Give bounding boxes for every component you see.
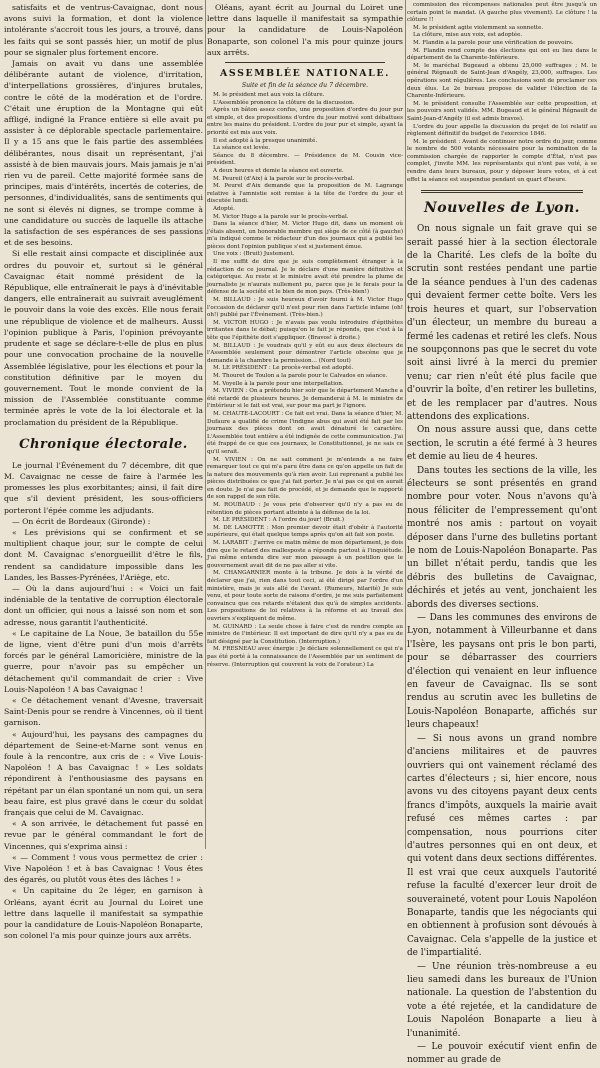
column-rule (405, 0, 406, 849)
article-paragraph: Oléans, ayant écrit au Journal du Loiret une lettre dans laquelle il manifestait sa sympathie pour la candidature de Louis-Napoléon Bonaparte, son colonel l'a mis pour quinze jours aux arrêts. (207, 3, 403, 57)
article-paragraph: M. ROUBAUD : Je vous prie d'observer qu'il n'y a pas eu de rétention de pièces portant atteinte à la défense de la loi. (207, 502, 403, 516)
session-report-continued (407, 2, 597, 184)
article-paragraph: commission des récompenses nationales peut être jusqu'à un certain point le mandat. (A gauche plus vivement). Le clôture ! la clôture !! (407, 2, 597, 24)
article-paragraph: M. LE PRÉSIDENT : A l'ordre du jour! (Bruit.) (213, 517, 345, 524)
section-heading-chronique: Chronique électorale. (19, 436, 188, 452)
article-paragraph: M. Thouret de Toulon a la parole pour le Calvados en séance. (213, 372, 388, 379)
article-paragraph: M. le président consulte l'Assemblée sur cette proposition, et les pouvoirs sont validés. MM. Bugeaud et le général Régnault de Saint-Jean-d'Angély (il est admis bravos). (407, 100, 597, 122)
article-paragraph: — Une réunion très-nombreuse a eu lieu samedi dans les bureaux de l'Union nationale. La question de l'abstention du vote a été rejetée, et la candidature de Louis Napoléon Bonaparte a lieu à l'unanimité. (407, 961, 597, 1039)
article-paragraph: « — Comment ! vous vous permettez de crier : Vive Napoléon ! et à bas Cavaignac ! Vous êtes des égarés, ou plutôt vous êtes des lâches ! » (4, 852, 203, 885)
article-paragraph: A deux heures et demie la séance est ouverte. (213, 167, 344, 174)
article-paragraph: M. VICTOR HUGO : Je n'avais pas voulu introduire d'épithètes irritantes dans le débat; puisqu'on le fait je réponds, que c'est à la tête que l'épithète doit s'appliquer. (Bravos! à droite.) (207, 319, 403, 342)
article-paragraph: « Ce détachement venant d'Avesne, traversait Saint-Denis pour se rendre à Vincennes, où il tient garnison. (4, 695, 203, 728)
article-paragraph: Séance du 8 décembre. — Présidence de M. Cousin vice-président. (207, 152, 403, 167)
article-paragraph: L'ordre du jour appelle la discussion du projet de loi relatif au règlement définitif du budget de l'exercice 1846. (407, 123, 597, 138)
article-paragraph: M. Flandin a la parole pour une vérification de pouvoirs. (413, 39, 574, 46)
article-paragraph: M. Peurel d'Aix demande que la proposition de M. Lagrange relative à l'amnistie soit remise à la tête de l'ordre du jour et discutée lundi. (207, 183, 403, 205)
article-paragraph: Si elle restait ainsi compacte et disciplinée aux ordres du pouvoir et, surtout si le général Cavaignac était nommé président de la République, elle entraînerait le pays à d'inévitable dangers, elle entraînerait au suivrait aveuglément le pouvoir dans la voie des excès. Elle nous ferait une république de violence et de malheurs. Aussi l'opinion publique à Paris, l'opinion prévoyante prudente et sage se déclare-t-elle de plus en plus pour une convocation prochaine de la nouvelle Assemblée législative, pour les élections et pour la constitution définitive par le moyen du gouvernement. Tout le monde convient de la mission de l'Assemblée constituante comme terminée après le vote de la loi électorale et la proclamation du président de la République. (4, 249, 203, 427)
article-paragraph: M. VIVIEN : On a prétendu hier soir que le département Manche a été retardé de plusieurs heures. Je demanderai à M. le ministre de l'intérieur si le fait est vrai, sur pour ma part je l'ignore. (207, 388, 403, 410)
article-paragraph: La clôture, mise aux voix, est adoptée. (413, 32, 523, 39)
article-paragraph: M. Victor Hugo a la parole sur le procès-verbal. (213, 213, 349, 220)
article-paragraph: M. LARABIT : J'arrive ce matin même de mon département, je dois dire que le retard des mallesposte a répondu partout à l'inquiétude. J'ai même entendu dire sur mon passage à un postillon que le gouvernement avait dit de ne pas aller si vite. (207, 540, 403, 569)
article-paragraph: « Les prévisions qui se confirment et se multiplient chaque jour, sur le compte de celui dont M. Cavaignac s'enorgueillit d'être le fils, rendent sa candidature impossible dans les Landes, les Basses-Pyrénées, l'Ariège, etc. (4, 527, 203, 582)
article-paragraph: Le journal l'Événement du 7 décembre, dit que M. Cavaignac ne cesse de faire à l'armée les promesses les plus exorbitantes; ainsi, il fait dire que s'il devient président, les sous-officiers porteront l'épée comme les adjudants. (4, 460, 203, 515)
section-heading-lyon: Nouvelles de Lyon. (423, 200, 581, 217)
article-paragraph: M. FRESNEAU avec énergie : Je déclare solennellement ce qui n'a pas été porté à la connaissance de l'Assemblée par un sentiment de réserve. (Interruption qui couvrent la voix de l'orateur.) La (207, 646, 403, 668)
article-paragraph: — Dans les communes des environs de Lyon, notamment à Villeurbanne et dans l'Isère, les paysans ont pris le bon parti, pour se débarrasser des courriers d'élection qui venaient en leur influence en faveur de Cavaignac. Ils se sont rendus au scrutin avec les bulletins de Louis-Napoléon Bonaparte, affichés sur leurs chapeaux! (407, 613, 597, 731)
article-paragraph: On nous signale un fait grave qui se serait passé hier à la section électorale de la Charité. Les clefs de la boîte du scrutin sont restées pendant une partie de la séance pendues à l'un des cadenas qui devaient fermer cette boîte. Vers les trois heures et quart, sur l'observation d'un électeur, un membre du bureau a fermé les cadenas et retiré les clefs. Nous ne soupçonnons pas que le secret du vote soit ainsi livré à la merci du premier venu; car rien n'eût été plus facile que d'ouvrir la boîte, d'en retirer les bulletins, et de les remplacer par d'autres. Nous attendons des explications. (407, 224, 597, 422)
article-paragraph: M. le président agite violemment sa sonnette. (413, 24, 544, 31)
column-right (407, 2, 597, 1066)
article-paragraph: Il me suffit de dire que je suis complètement étranger à la rédaction de ce journal. Je le déclare d'une manière définitive et catégorique. Au reste si le ministre avait été prendre la plume de journaliste je n'aurais nullement pu, parce que je le ferais pour la défense de la société et le bien de mon pays. (Très-bien!) (207, 259, 403, 296)
session-report (207, 92, 403, 669)
divider (225, 62, 385, 63)
article-paragraph: M. Peureil (d'Aix) à la parole sur le procès-verbal. (213, 175, 355, 182)
article-paragraph: M. Flandin rend compte des élections qui ont eu lieu dans le département de la Charente-Inférieure. (407, 47, 597, 62)
article-paragraph: La séance est levée. (213, 145, 271, 152)
article-paragraph: — Le pouvoir exécutif vient enfin de nommer au grade de (407, 1042, 597, 1066)
article-paragraph: M. CHAUTE-LACOURT : Ce fait est vrai. Dans la séance d'hier, M. Dufaure a qualifié de crime l'indigne abus qui avait été fait par les journaux des pièces dont on avait dénaturé le caractère. L'Assemblée tout entière a été indignée de cette communication. J'ai été frappé de ce que ces journaux, le Constitutionnel, je ne sais ce qu'il serait. (207, 410, 403, 455)
divider (421, 190, 583, 193)
column-middle (207, 2, 403, 847)
section-heading-assemblee: ASSEMBLÉE NATIONALE. (220, 68, 390, 80)
session-subheading: Suite et fin de la séance du 7 décembre. (241, 82, 369, 90)
article-paragraph: — Où la dans aujourd'hui : « Voici un fait indéniable de la tentative de corruption électorale dont un officier, qui nous a laissé son nom et son adresse, nous garantit l'authenticité. (4, 583, 203, 627)
article-paragraph: Dans toutes les sections de la ville, les électeurs se sont présentés en grand nombre pour voter. Nous n'avons qu'à nous féliciter de l'empressement qu'ont montré nos amis : partout on voyait déposer dans l'urne des bulletins portant le nom de Louis-Napoléon Bonaparte. Pas un billet n'était perdu, tandis que les débris des bulletins de Cavaignac, déchirés et jetés au vent, jonchaient les abords des diverses sections. (407, 465, 597, 610)
article-paragraph: Jamais on avait vu dans une assemblée délibérante autant de violence, d'irritation, d'interpellations grossières, d'injures brutales, contre le côté de la modération et de l'ordre. C'était une éruption de la Montagne qui eût affligé, indigné la France entière si elle avait pu assister à ce déplorable spectacle parlementaire. Il y a 15 ans que le fais partie des assemblées délibérantes, nous disait un représentant, j'ai assisté à de bien mauvais jours. Mais jamais je n'ai rien vu de pareil. Cette majorité formée sans de principes, mais d'intérêts, incertés de coteries, de personnes, d'individualités, sans de sentiments qui ne sont si élevés ni dignes, se trompe comme à une candidature ou succès de laquelle ils attache la satisfaction de ses espérances de ses passions et de ses besoins. (4, 59, 203, 248)
article-paragraph: M. LE PRÉSIDENT : Le procès-verbal est adopté. (213, 365, 354, 372)
article-paragraph: « A son arrivée, le détachement fut passé en revue par le général commandant le fort de Vincennes, qui s'exprima ainsi : (4, 819, 203, 851)
article-paragraph: M. le maréchal Bugeaud a obtenu 25,000 suffrages ; M. le général Régnault de Saint-Jean d'Angély, 23,000, suffrages. Les opérations sont régulières. Les conclusions sont de proclamer ces deux élus. Le 2e bureau propose de valider l'élection de la Charente-Inférieure. (407, 62, 597, 100)
article-paragraph: M. Voyelle à la parole pour une interpellation. (213, 380, 344, 387)
lyon-news (407, 223, 597, 1068)
article-paragraph: M. VIVIEN : On ne sait comment je m'entends a ne faire remarquer tout ce qui m'a paru être dans ce qu'on appelle un fait de la nature des mouvements qu'à rien avoir. Lui reprenant a publié les pièces distribuées ce que j'ai fait porter. Je n'ai pas ce qui en aurait en doute. Je n'ai pas fait de procédé, et je demande que le rapporté de son rappel de son rôle. (207, 456, 403, 501)
column-left (4, 2, 203, 941)
article-paragraph: M. le président : Avant de continuer notre ordre du jour, comme le nombre de 500 votants nécessaire pour la nomination de la commission chargée de rapporter le compte d'État, n'est pas complet, j'invite MM. les représentants qui n'ont pas voté, à se rendre dans leurs bureaux, pour y déposer leurs votes, et à cet effet la séance est suspendue pendant un quart d'heure. (407, 138, 597, 183)
article-paragraph: « Le capitaine de La Noue, 3e bataillon du 55e de ligne, vient d'être puni d'un mois d'arrêts forcés par le général Lamoricière, ministre de la guerre, pour n'avoir pas su empêcher un détachement qu'il commandait de crier : Vive Louis-Napoléon ! A bas Cavaignac ! (4, 628, 203, 694)
article-paragraph: On nous assure aussi que, dans cette section, le scrutin a été fermé à 3 heures et demie au lieu de 4 heures. (407, 425, 597, 463)
column-rule (205, 0, 206, 849)
article-paragraph: L'Assemblée prononce la clôture de la discussion. (213, 99, 355, 106)
article-paragraph: Adopté. (213, 205, 235, 212)
article-paragraph: M. le président met aux voix la clôture. (213, 92, 325, 99)
article-paragraph: — Si nous avons un grand nombre d'anciens militaires et de pauvres ouvriers qui ont vainement réclamé des cartes d'électeurs ; si, hier encore, nous avons vu des citoyens payant deux cents francs d'impôts, auxquels la mairie avait refusé ces mêmes cartes : par compensation, nous pourrions citer d'autres personnes qui en ont deux, et qui votent dans deux sections différentes. Il est vrai que ceux auxquels l'autorité refuse la faculté d'exercer leur droit de souveraineté, votent pour Louis Napoléon Bonaparte, tandis que les négociants qui en obtiennent à profusion sont dévoués à Cavaignac. Cela s'appelle de la justice et de l'impartialité. (407, 733, 597, 959)
article-paragraph: « Un capitaine du 2e léger, en garnison à Orléans, ayant écrit au Journal du Loiret une lettre dans laquelle il manifestait sa sympathie pour la candidature de Louis-Napoléon Bonaparte, son colonel l'a mis pour quinze jours aux arrêts. (4, 886, 203, 941)
article-paragraph: M. CHANGARNIER monte à la tribune. Je dois à la vérité de déclarer que j'ai, rien dans tout ceci, ai été dirigé par l'ordre d'un ministère, mais je suis allé de l'avant. (Rumeurs, hilarité) Je suis venu, et pour toute sorte de raisons d'ordre, je me suis parfaitement convaincu que ces retards n'étaient dus qu'à de simples accidents. Les propositions de loi relatives à la réforme et au travail des ouvriers s'expliquent de même. (207, 570, 403, 622)
article-paragraph: — On écrit de Bordeaux (Gironde) : (12, 516, 151, 526)
article-paragraph: « Aujourd'hui, les paysans des campagnes du département de Seine-et-Marne sont venus en foule à la rencontre, aux cris de : « Vive Louis-Napoléon ! A bas Cavaignac ! » Les soldats répondirent à l'enthousiasme des paysans en répétant par un élan spontané un nom qui, un sera beau faire, est plus gravé dans le cœur du soldat français que celui de M. Cavaignac. (4, 729, 203, 818)
article-paragraph: M. BILLAUD : Je voudrais qu'il y eût eu aux deux électeurs de l'Assemblée seulement pour démontrer l'article obscène que je demande à la chambre la permission... (Nord tout) (207, 342, 403, 364)
article-paragraph: Il est adopté à la presque unanimité. (213, 137, 318, 144)
article-paragraph: satisfaits et de ventrus-Cavaignac, dont nous avons suivi la formation, et dont la violence intolérante s'accroit tous les jours, a trouvé, dans les faits qui se sont passés hier, un motif de plus pour se signaler plus fortement encore. (4, 3, 203, 57)
article-paragraph: Une voix : (Bruit) Justement. (213, 251, 295, 258)
article-paragraph: M. GUINARD : La seule chose à faire c'est de rendre compte au ministre de l'intérieur. Il est important de dire qu'il n'y a pas eu de fait désigné par la Constitution. (Interruption.) (207, 623, 403, 645)
article-paragraph: Dans la séance d'hier, M. Victor Hugo dit, dans un moment où j'étais absent, un honorable membre qui siège de ce côté (à gauche) m'a indiqué comme le rédacteur d'un des journaux qui a publié les pièces dont l'opinion publique s'est si justement émue. (207, 221, 403, 250)
article-paragraph: Après un bâton assez confus, une proposition d'ordre du jour pur et simple, et des propositions d'ordre du jour motivé sont débattues entre les mains du président. L'ordre du jour pur et simple, ayant la priorité est mis aux voix. (207, 107, 403, 136)
article-paragraph: M. DE LAMOTTE : Mon premier devoir était d'obéir à l'autorité supérieure, qui était quelque temps après qu'on ait fait son poste. (207, 524, 403, 539)
article-paragraph: M. BILLAUD : Je suis heureux d'avoir fourni à M. Victor Hugo l'occasion de déclarer qu'il n'est pour rien dans l'article infame (oh! oh!) publié par l'Événement. (Très-bien.) (207, 297, 403, 319)
